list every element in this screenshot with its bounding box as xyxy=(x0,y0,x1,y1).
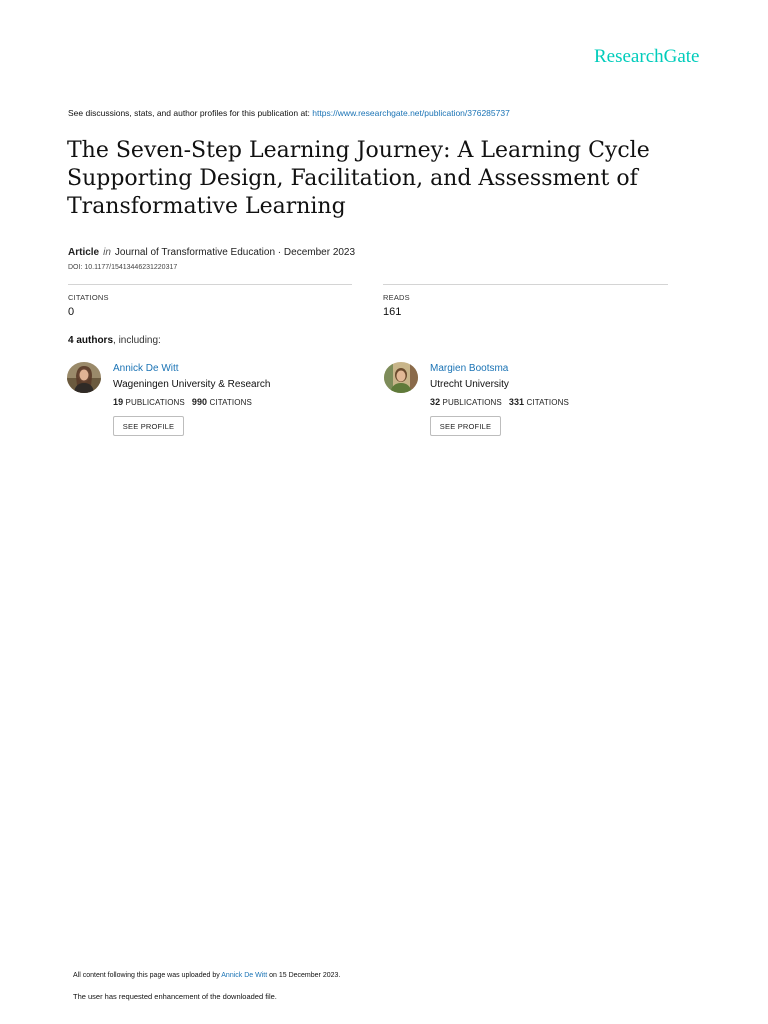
author-publications-count: 32 xyxy=(430,397,441,407)
researchgate-logo[interactable]: ResearchGate xyxy=(594,46,700,67)
publication-meta xyxy=(68,247,355,258)
author-publications-label: PUBLICATIONS xyxy=(442,398,502,407)
author-citations-count: 990 xyxy=(191,397,208,407)
in-word: in xyxy=(103,247,111,258)
author-institution: Utrecht University xyxy=(430,379,509,390)
authors-suffix: , including: xyxy=(113,335,161,346)
publication-url-link[interactable]: https://www.researchgate.net/publication/376285737 xyxy=(312,108,510,118)
see-profile-button[interactable]: SEE PROFILE xyxy=(430,416,501,436)
uploader-link[interactable]: Annick De Witt xyxy=(221,972,268,979)
publication-intro-line xyxy=(68,108,510,118)
citations-value: 0 xyxy=(68,306,75,318)
publication-date: December 2023 xyxy=(283,247,356,258)
publication-type: Article xyxy=(68,247,100,258)
citations-label: CITATIONS xyxy=(68,293,109,302)
intro-text: See discussions, stats, and author profiles for this publication at: xyxy=(68,108,313,118)
author-citations-label: CITATIONS xyxy=(526,398,569,407)
author-publications-label: PUBLICATIONS xyxy=(125,398,185,407)
upload-note xyxy=(73,972,340,979)
author-institution: Wageningen University & Research xyxy=(113,379,271,390)
see-profile-button[interactable]: SEE PROFILE xyxy=(113,416,184,436)
reads-label: READS xyxy=(383,293,410,302)
author-citations-count: 331 xyxy=(508,397,525,407)
author-name-link[interactable]: Margien Bootsma xyxy=(430,363,509,374)
author-citations-label: CITATIONS xyxy=(209,398,252,407)
doi: DOI: 10.1177/15413446231220317 xyxy=(68,264,178,271)
authors-summary xyxy=(68,335,161,346)
reads-value: 161 xyxy=(383,306,402,318)
authors-count: 4 authors xyxy=(68,335,114,346)
divider-right xyxy=(383,284,668,285)
enhancement-note: The user has requested enhancement of the downloaded file. xyxy=(73,992,277,1001)
publication-title: The Seven-Step Learning Journey: A Learning Cycle Supporting Design, Facilitation, and Assessment of Transformative Learning xyxy=(67,138,650,219)
upload-prefix: All content following this page was uploaded by xyxy=(73,972,222,979)
avatar[interactable] xyxy=(384,362,418,393)
journal-name: Journal of Transformative Education xyxy=(114,247,276,258)
avatar[interactable] xyxy=(67,362,101,393)
author-name-link[interactable]: Annick De Witt xyxy=(113,363,179,374)
date-separator: · xyxy=(275,247,284,258)
author-publications-count: 19 xyxy=(113,397,124,407)
divider-left xyxy=(68,284,352,285)
author-stats xyxy=(430,397,569,407)
upload-suffix: on 15 December 2023. xyxy=(267,972,341,979)
author-stats xyxy=(113,397,252,407)
